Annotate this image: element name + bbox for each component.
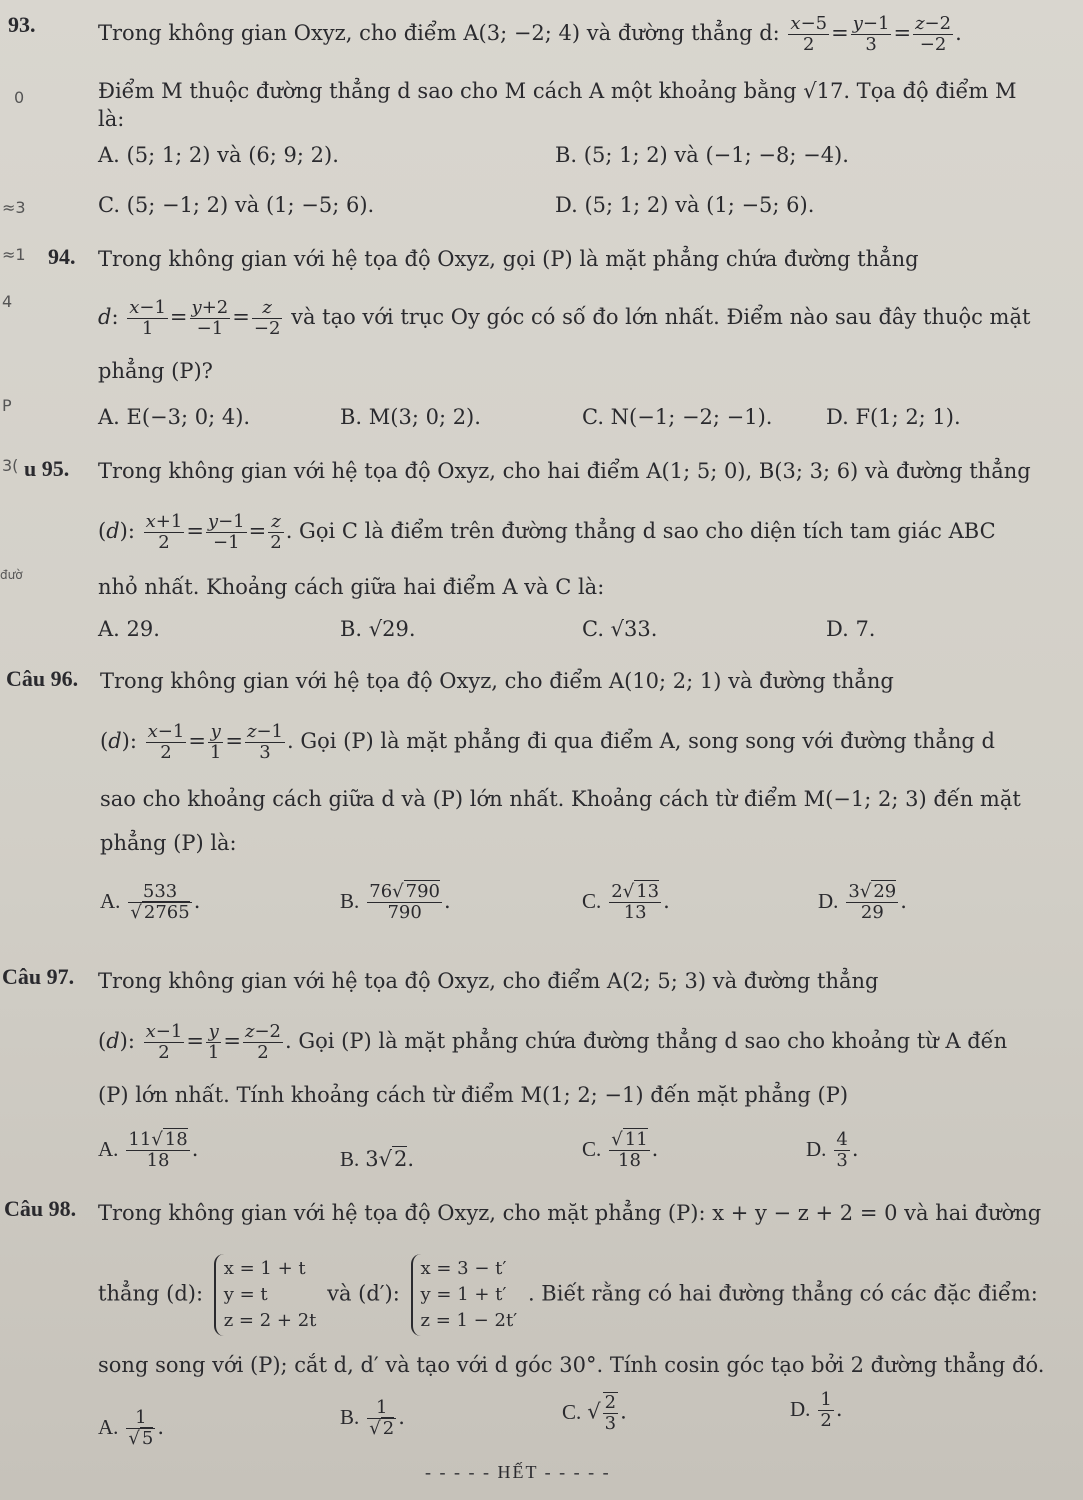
option-c[interactable]: C. √ $\frac{2}{3}$ .: [562, 1392, 627, 1434]
end-marker: - - - - - HẾT - - - - -: [425, 1462, 611, 1482]
question-text: (d): $\frac{x+1}{2}$ = $\frac{y-1}{-1}$ = $\frac{z}{2}$ . Gọi C là điểm trên đường thẳng d sao cho diện tích tam giác ABC: [98, 511, 996, 553]
margin-note: đườ: [0, 568, 23, 582]
question-text: phẳng (P) là:: [100, 831, 237, 855]
question-number: Câu 98.: [4, 1196, 77, 1221]
question-text: Điểm M thuộc đường thẳng d sao cho M cách A một khoảng bằng √17. Tọa độ điểm M: [98, 79, 1017, 103]
question-text: Trong không gian với hệ tọa độ Oxyz, cho hai điểm A(1; 5; 0), B(3; 3; 6) và đường thẳng: [98, 459, 1031, 483]
option-a[interactable]: A. $\frac{11√ 18}{18}$ .: [98, 1129, 199, 1171]
question-text: Trong không gian Oxyz, cho điểm A(3; −2; 4) và đường thẳng d: $\frac{x-5}{2}$ = $\frac{y-1}{3}$ = $\frac{z-2}{-2}$ .: [98, 13, 962, 55]
question-text: d: $\frac{x-1}{1}$ = $\frac{y+2}{-1}$ = $\frac{z}{-2}$ và tạo với trục Oy góc có số đo lớn nhất. Điểm nào sau đây thuộc mặt: [98, 297, 1031, 339]
option-b[interactable]: B. M(3; 0; 2).: [340, 405, 481, 429]
option-a[interactable]: A. E(−3; 0; 4).: [98, 405, 251, 429]
option-d[interactable]: D. (5; 1; 2) và (1; −5; 6).: [555, 193, 815, 217]
margin-note: ≈3: [2, 198, 26, 217]
margin-note: 4: [2, 292, 13, 311]
option-d[interactable]: D. 7.: [826, 617, 876, 641]
question-text: phẳng (P)?: [98, 359, 213, 383]
option-c[interactable]: C. √33.: [582, 617, 658, 641]
option-b[interactable]: B. $\frac{76√ 790}{790}$ .: [340, 881, 451, 923]
question-number: Câu 96.: [6, 666, 79, 691]
question-text: Trong không gian với hệ tọa độ Oxyz, cho điểm A(2; 5; 3) và đường thẳng: [98, 969, 879, 993]
option-d[interactable]: D. $\frac{3√ 29}{29}$ .: [818, 881, 907, 923]
question-text: Trong không gian với hệ tọa độ Oxyz, cho mặt phẳng (P): x + y − z + 2 = 0 và hai đường: [98, 1201, 1042, 1225]
system-d-prime: x = 3 − t′ y = 1 + t′ z = 1 − 2t′: [411, 1254, 518, 1336]
option-b[interactable]: B. $\frac{1}{√ 2}$ .: [340, 1397, 405, 1439]
margin-note: P: [2, 396, 12, 415]
option-c[interactable]: C. N(−1; −2; −1).: [582, 405, 773, 429]
question-number: Câu 97.: [2, 964, 75, 989]
margin-note: 0: [14, 88, 25, 107]
question-number: 94.: [48, 244, 76, 269]
question-text: nhỏ nhất. Khoảng cách giữa hai điểm A và C là:: [98, 575, 605, 599]
option-d[interactable]: D. $\frac{1}{2}$ .: [790, 1389, 843, 1431]
question-text: là:: [98, 107, 125, 131]
margin-note: ≈1: [2, 245, 26, 264]
option-a[interactable]: A. (5; 1; 2) và (6; 9; 2).: [98, 143, 339, 167]
option-c[interactable]: C. $\frac{√ 11}{18}$ .: [582, 1129, 659, 1171]
option-b[interactable]: B. 3√2.: [340, 1147, 415, 1171]
question-text: Trong không gian với hệ tọa độ Oxyz, gọi (P) là mặt phẳng chứa đường thẳng: [98, 247, 919, 271]
question-text: (d): $\frac{x-1}{2}$ = $\frac{y}{1}$ = $\frac{z-1}{3}$ . Gọi (P) là mặt phẳng đi qua điểm A, song song với đường thẳng d: [100, 721, 995, 763]
question-text: song song với (P); cắt d, d′ và tạo với d góc 30°. Tính cosin góc tạo bởi 2 đường thẳng đó.: [98, 1353, 1045, 1377]
option-d[interactable]: D. F(1; 2; 1).: [826, 405, 961, 429]
option-b[interactable]: B. √29.: [340, 617, 416, 641]
question-text: Trong không gian với hệ tọa độ Oxyz, cho điểm A(10; 2; 1) và đường thẳng: [100, 669, 894, 693]
option-a[interactable]: A. $\frac{533}{√ 2765}$ .: [100, 881, 201, 923]
question-text: (d): $\frac{x-1}{2}$ = $\frac{y}{1}$ = $\frac{z-2}{2}$ . Gọi (P) là mặt phẳng chứa đường thẳng d sao cho khoảng từ A đến: [98, 1021, 1008, 1063]
option-b[interactable]: B. (5; 1; 2) và (−1; −8; −4).: [555, 143, 849, 167]
fraction: $\frac{x-5}{2}$: [790, 13, 828, 55]
system-d: x = 1 + t y = t z = 2 + 2t: [214, 1254, 317, 1336]
question-text: sao cho khoảng cách giữa d và (P) lớn nhất. Khoảng cách từ điểm M(−1; 2; 3) đến mặt: [100, 787, 1021, 811]
question-number: 93.: [8, 12, 36, 37]
question-number: u 95.: [24, 456, 70, 481]
question-text: (P) lớn nhất. Tính khoảng cách từ điểm M(1; 2; −1) đến mặt phẳng (P): [98, 1083, 849, 1107]
option-c[interactable]: C. $\frac{2√ 13}{13}$ .: [582, 881, 670, 923]
option-c[interactable]: C. (5; −1; 2) và (1; −5; 6).: [98, 193, 375, 217]
option-a[interactable]: A. $\frac{1}{√ 5}$ .: [98, 1407, 165, 1449]
margin-note: 3(: [2, 456, 19, 475]
option-d[interactable]: D. $\frac{4}{3}$ .: [806, 1129, 859, 1171]
option-a[interactable]: A. 29.: [98, 617, 160, 641]
question-text: thẳng (d): x = 1 + t y = t z = 2 + 2t và (d′): x = 3 − t′ y = 1 + t′ z = 1 − 2t′ . Biết rằng có hai đường thẳng có các đặc điểm:: [98, 1254, 1038, 1336]
